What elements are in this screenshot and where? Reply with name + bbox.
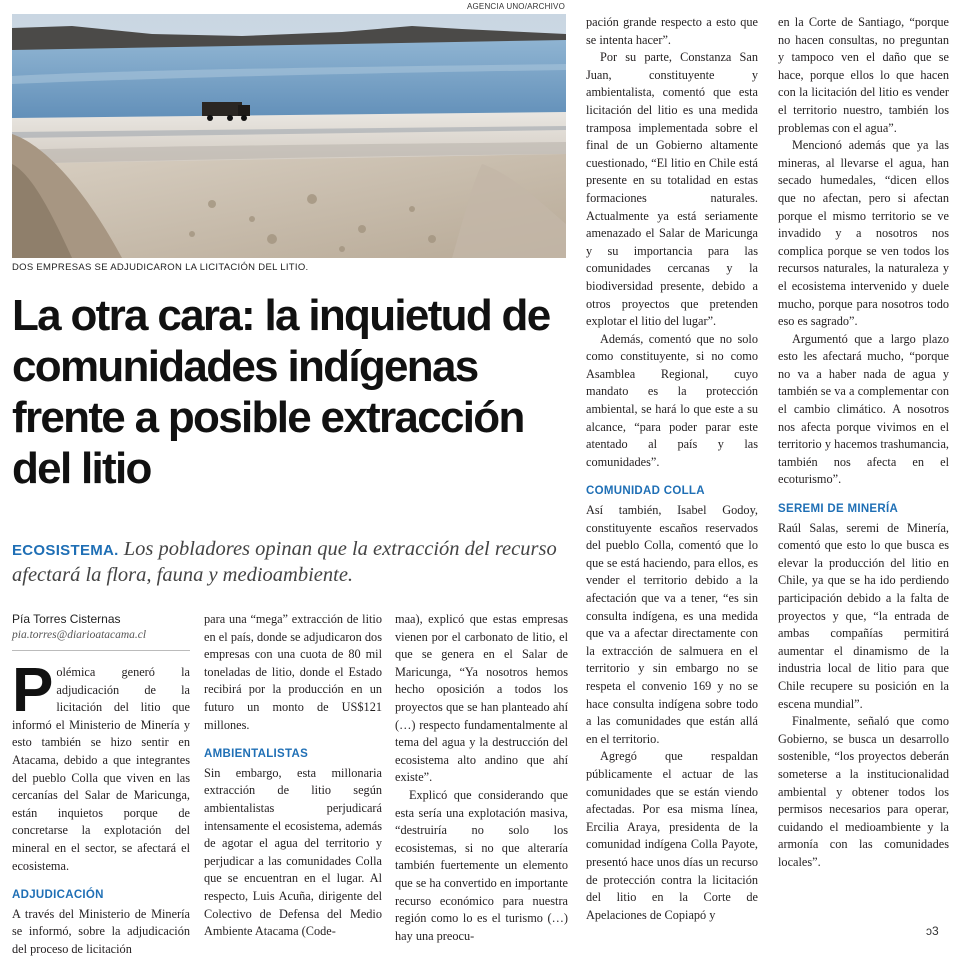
paragraph: Además, comentó que no solo como constituyente, si no como Asamblea Regional, cuyo mandato es la protección ambiental, se hará lo que este a su alcance, “para poder parar este atentado al país y las comunidades”. [586,331,758,469]
paragraph: Argumentó que a largo plazo esto les afectará mucho, “porque no va a haber nada de agua y también se va a complementar con el cambio climático. A nosotros nos afecta porque vivimos en el territorio y hacemos trashumancia, también nos afecta en el ecoturismo”. [778,331,949,487]
byline-name: Pía Torres Cisternas [12,612,121,626]
salt-flat-photo [12,14,566,258]
paragraph: Agregó que respaldan públicamente el actuar de las comunidades que se están viendo afectadas. Por esa misma línea, Ercilia Araya, presidenta de la comunidad indígena Colla Payote, presentó hace unos días un recurso de protección contra la licitación del litio en la Corte de Apelaciones de Copiapó y [586,749,758,922]
drop-cap: P [12,656,54,725]
paragraph: maa), explicó que estas empresas vienen por el carbonato de litio, el que se genera en el Salar de Maricunga, “Ya nosotros hemos hecho oposición a todos los proyectos que se han planteado ahí (…) respecto fundamentalmente al tema del agua y la destrucción del ecosistema alto andino que ahí existe”. [395,612,568,785]
paragraph: en la Corte de Santiago, “porque no hacen consultas, no preguntan y tampoco ven el daño que se hace, porque ellos lo que hacen con la licitación del litio es vender el territorio nuestro, también los problemas con el agua”. [778,15,949,135]
column-3 [395,611,568,945]
headline: La otra cara: la inquietud de comunidades indígenas frente a posible extracción del litio [12,291,550,493]
deck [12,537,572,588]
end-mark-icon: ↄ3 [926,924,939,938]
photo-credit: AGENCIA UNO/ARCHIVO [466,2,565,11]
paragraph: A través del Ministerio de Minería se informó, sobre la adjudicación del proceso de licitación [12,906,190,956]
subheading-adjudicacion: ADJUDICACIÓN [12,889,104,902]
paragraph: olémica generó la adjudicación de la licitación del litio que informó el Ministerio de Minería y esto también se hizo sentir en Atacama, debido a que integrantes del pueblo Colla que viven en las cercanías del Salar de Maricunga, están inquietos porque de concretarse la explotación del mineral en el sector, se afectará el ecosistema. [12,665,190,873]
paragraph: pación grande respecto a esto que se intenta hacer”. [586,15,758,47]
photo-caption: DOS EMPRESAS SE ADJUDICARON LA LICITACIÓN DEL LITIO. [12,262,309,273]
byline-email: pia.torres@diarioatacama.cl [12,629,147,641]
byline-divider [12,650,190,651]
paragraph: Así también, Isabel Godoy, constituyente escaños reservados del pueblo Colla, comentó que lo que se está haciendo, para ellos, es vender el territorio debido a la afectación que va a tener, “es sin consulta indígena, es una medida que va a afectar directamente con la extracción de salmuera en el territorio y sin embargo no se respeta el convenio 169 y no se hace consulta indígena sobre todo a las comunidades que están allá en el territorio. [586,503,758,746]
subheading-ambientalistas: AMBIENTALISTAS [204,748,309,761]
column-4 [586,14,758,924]
subheading-comunidad-colla: COMUNIDAD COLLA [586,485,705,498]
column-5 [778,14,949,872]
paragraph: Por su parte, Constanza San Juan, constituyente y ambientalista, comentó que esta licitación del litio es una medida tramposa implementada sobre el final de un Gobierno altamente cuestionado, “El litio en Chile está presente en su totalidad en estas formaciones naturales. Actualmente ya está seriamente amenazado el Salar de Maricunga y su importancia para las comunidades cercanas y la biodiversidad presente, debido a otros proyectos que pretenden explotar el litio del lugar”. [586,50,758,329]
column-2 [204,611,382,941]
paragraph: Finalmente, señaló que como Gobierno, se busca un desarrollo sostenible, “los proyectos deberán someterse a la institucionalidad ambiental y obtener todos los permisos necesarios para operar, cuidando el medioambiente y la armonía con las comunidades locales”. [778,714,949,869]
subheading-seremi-mineria: SEREMI DE MINERÍA [778,503,899,516]
paragraph: Mencionó además que ya las mineras, al llevarse el agua, han secado humedales, “dicen ellos que no afectan, pero si afectan porque el mismo territorio se ve invadido y a nosotros nos complica porque se ven todos los recursos naturales, la naturaleza y el ecosistema intervenido y duele mucho, porque para nosotros todo eso es sagrado”. [778,138,949,329]
deck-kicker: ECOSISTEMA. [12,542,119,559]
paragraph: Raúl Salas, seremi de Minería, comentó que esto lo que busca es elevar la producción del litio en Chile, ya que se ha ido perdiendo participación debido a la falta de proyectos y que, “la entrada de ambas compañías permitirá aumentar el dinamismo de la industria local de litio para que Chile recupere su posición en la escena mundial”. [778,520,949,711]
deck-text: Los pobladores opinan que la extracción del recurso afectará la flora, fauna y medioambiente. [12,538,557,586]
paragraph: para una “mega” extracción de litio en el país, donde se adjudicaron dos empresas con una cuota de 80 mil toneladas de litio, donde el Estado recibirá por la producción en un futuro un monto de US$121 millones. [204,612,382,732]
paragraph: Sin embargo, esta millonaria extracción de litio según ambientalistas perjudicará intensamente el ecosistema, además de agotar el agua del territorio y perjudicar a las comunidades Colla que se encuentran en el lugar. Al respecto, Luis Acuña, dirigente del Colectivo de Defensa del Medio Ambiente Atacama (Code- [204,765,382,939]
salt-flat-photo-illustration [12,14,566,258]
paragraph: Explicó que considerando que esta sería una explotación masiva, “destruiría no solo los ecosistemas, si no que alteraría también fuertemente un elemento que se ha convertido en importante recurso económico para nuestra región como lo es el turismo (…) hay una preocu- [395,787,568,943]
column-1 [12,656,190,959]
